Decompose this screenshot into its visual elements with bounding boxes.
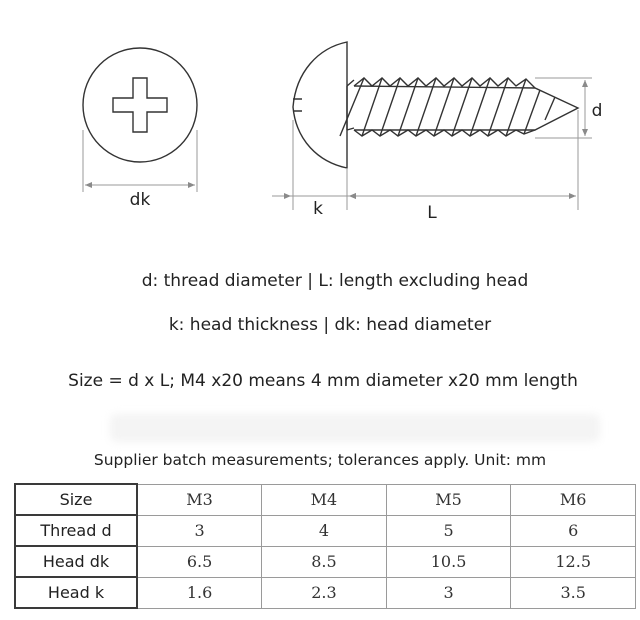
table-cell: 8.5: [262, 546, 387, 577]
table-caption: Supplier batch measurements; tolerances apply. Unit: mm: [93, 451, 547, 469]
head-top-view: [83, 48, 197, 162]
table-row: [15, 577, 636, 608]
header-cell: M5: [386, 484, 511, 515]
header-cell: M6: [511, 484, 636, 515]
header-cell: M4: [262, 484, 387, 515]
table-cell: 5: [386, 515, 511, 546]
note-line-1: d: thread diameter | L: length excluding head: [141, 271, 529, 291]
table-row: [15, 515, 636, 546]
row-label: Thread d: [15, 515, 137, 546]
table-cell: 3: [386, 577, 511, 608]
screw-side-view: [293, 42, 578, 168]
table-cell: 1.6: [137, 577, 262, 608]
table-cell: 6.5: [137, 546, 262, 577]
d-label: d: [591, 101, 603, 121]
table-row: [15, 546, 636, 577]
note-line-3: Size = d x L; M4 x20 means 4 mm diameter x20 mm length: [68, 371, 578, 391]
table-cell: 12.5: [511, 546, 636, 577]
header-label: Size: [15, 484, 137, 515]
size-table: [14, 483, 636, 609]
table-cell: 3: [137, 515, 262, 546]
faded-background-strip: [110, 414, 600, 442]
table-cell: 3.5: [511, 577, 636, 608]
phillips-cross-icon: [113, 78, 167, 132]
table-cell: 10.5: [386, 546, 511, 577]
k-label: k: [313, 199, 323, 219]
dk-label: dk: [129, 190, 151, 210]
table-cell: 4: [262, 515, 387, 546]
screw-drawing: [0, 0, 640, 250]
table-cell: 6: [511, 515, 636, 546]
table-cell: 2.3: [262, 577, 387, 608]
note-line-2: k: head thickness | dk: head diameter: [168, 315, 492, 335]
row-label: Head k: [15, 577, 137, 608]
header-cell: M3: [137, 484, 262, 515]
table-header-row: [15, 484, 636, 515]
row-label: Head dk: [15, 546, 137, 577]
L-label: L: [427, 203, 437, 223]
